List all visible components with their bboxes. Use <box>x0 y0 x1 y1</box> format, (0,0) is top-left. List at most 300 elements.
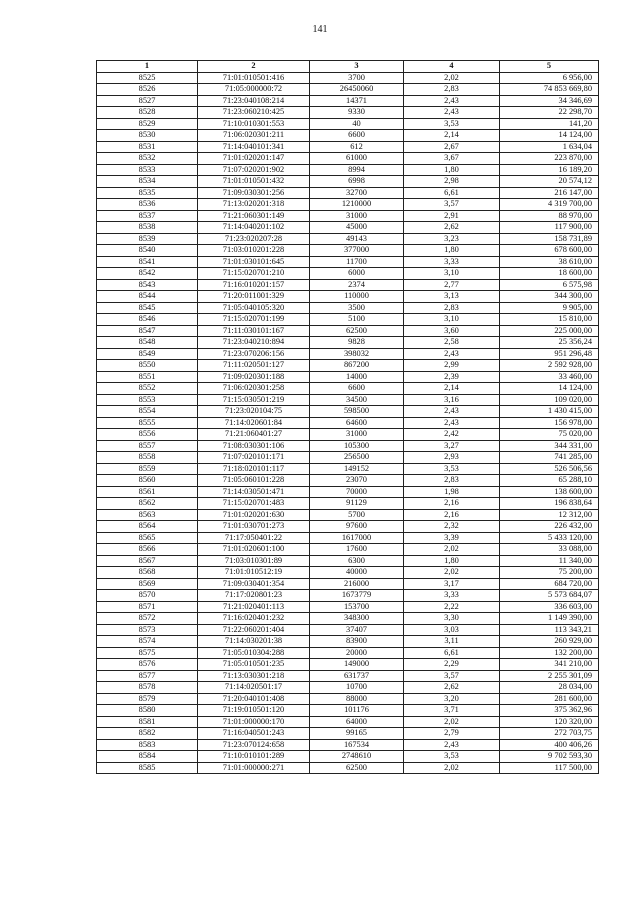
table-cell-col-5: 526 506,56 <box>500 463 599 475</box>
table-cell-col-5: 281 600,00 <box>500 693 599 705</box>
table-cell-col-3: 153700 <box>310 601 404 613</box>
table-cell-col-2: 71:15:030501:219 <box>198 394 310 406</box>
table-cell-col-2: 71:14:040101:341 <box>198 141 310 153</box>
table-cell-col-3: 17600 <box>310 544 404 556</box>
table-row <box>97 199 599 211</box>
table-cell-col-2: 71:15:020701:210 <box>198 268 310 280</box>
table-cell-col-2: 71:11:020501:127 <box>198 360 310 372</box>
table-cell-col-4: 3,13 <box>404 291 500 303</box>
table-cell-col-1: 8557 <box>97 440 198 452</box>
table-cell-col-1: 8543 <box>97 279 198 291</box>
table-cell-col-4: 2,43 <box>404 95 500 107</box>
table-cell-col-3: 70000 <box>310 486 404 498</box>
table-cell-col-5: 14 124,00 <box>500 383 599 395</box>
table-cell-col-3: 105300 <box>310 440 404 452</box>
table-cell-col-1: 8552 <box>97 383 198 395</box>
table-row <box>97 590 599 602</box>
table-cell-col-3: 9330 <box>310 107 404 119</box>
table-row <box>97 291 599 303</box>
table-cell-col-3: 14000 <box>310 371 404 383</box>
table-cell-col-3: 216000 <box>310 578 404 590</box>
table-row <box>97 521 599 533</box>
table-cell-col-3: 3500 <box>310 302 404 314</box>
table-cell-col-4: 2,79 <box>404 728 500 740</box>
table-cell-col-2: 71:01:020201:147 <box>198 153 310 165</box>
table-cell-col-3: 101176 <box>310 705 404 717</box>
table-cell-col-3: 37407 <box>310 624 404 636</box>
table-cell-col-1: 8526 <box>97 84 198 96</box>
table-cell-col-5: 15 810,00 <box>500 314 599 326</box>
table-cell-col-2: 71:05:010304:288 <box>198 647 310 659</box>
table-cell-col-1: 8570 <box>97 590 198 602</box>
table-cell-col-1: 8545 <box>97 302 198 314</box>
table-cell-col-1: 8561 <box>97 486 198 498</box>
table-cell-col-1: 8565 <box>97 532 198 544</box>
table-cell-col-5: 375 362,96 <box>500 705 599 717</box>
table-cell-col-5: 117 500,00 <box>500 762 599 774</box>
table-cell-col-1: 8559 <box>97 463 198 475</box>
table-cell-col-3: 99165 <box>310 728 404 740</box>
table-cell-col-5: 344 300,00 <box>500 291 599 303</box>
table-cell-col-1: 8539 <box>97 233 198 245</box>
data-table <box>96 60 599 774</box>
table-cell-col-1: 8529 <box>97 118 198 130</box>
table-cell-col-1: 8530 <box>97 130 198 142</box>
table-cell-col-5: 88 970,00 <box>500 210 599 222</box>
table-cell-col-2: 71:01:010501:416 <box>198 72 310 84</box>
page-number: 141 <box>312 24 328 35</box>
table-row <box>97 601 599 613</box>
table-cell-col-5: 20 574,12 <box>500 176 599 188</box>
table-cell-col-1: 8582 <box>97 728 198 740</box>
table-cell-col-1: 8540 <box>97 245 198 257</box>
table-cell-col-4: 2,77 <box>404 279 500 291</box>
table-cell-col-5: 5 433 120,00 <box>500 532 599 544</box>
table-row <box>97 555 599 567</box>
table-cell-col-4: 3,53 <box>404 118 500 130</box>
table-row <box>97 72 599 84</box>
table-cell-col-4: 2,62 <box>404 222 500 234</box>
table-cell-col-4: 3,23 <box>404 233 500 245</box>
table-cell-col-4: 6,61 <box>404 647 500 659</box>
table-cell-col-5: 16 189,20 <box>500 164 599 176</box>
table-cell-col-5: 120 320,00 <box>500 716 599 728</box>
table-cell-col-5: 33 460,00 <box>500 371 599 383</box>
table-row <box>97 279 599 291</box>
table-cell-col-2: 71:03:010301:89 <box>198 555 310 567</box>
table-row <box>97 84 599 96</box>
table-cell-col-4: 3,57 <box>404 199 500 211</box>
table-cell-col-2: 71:09:030301:256 <box>198 187 310 199</box>
table-cell-col-3: 598500 <box>310 406 404 418</box>
table-cell-col-1: 8531 <box>97 141 198 153</box>
table-cell-col-3: 631737 <box>310 670 404 682</box>
table-cell-col-2: 71:20:011001:329 <box>198 291 310 303</box>
table-row <box>97 544 599 556</box>
table-cell-col-3: 91129 <box>310 498 404 510</box>
table-header <box>97 61 599 73</box>
table-cell-col-4: 1,80 <box>404 555 500 567</box>
table-cell-col-1: 8560 <box>97 475 198 487</box>
table-cell-col-2: 71:08:030301:106 <box>198 440 310 452</box>
table-cell-col-4: 2,16 <box>404 509 500 521</box>
table-row <box>97 486 599 498</box>
table-row <box>97 95 599 107</box>
table-cell-col-5: 223 870,00 <box>500 153 599 165</box>
table-cell-col-2: 71:13:020201:318 <box>198 199 310 211</box>
table-cell-col-3: 167534 <box>310 739 404 751</box>
table-cell-col-4: 2,29 <box>404 659 500 671</box>
table-cell-col-1: 8542 <box>97 268 198 280</box>
table-cell-col-4: 3,57 <box>404 670 500 682</box>
table-cell-col-1: 8554 <box>97 406 198 418</box>
table-cell-col-2: 71:22:060201:404 <box>198 624 310 636</box>
header-row <box>97 61 599 73</box>
column-header-2: 2 <box>198 61 310 73</box>
table-cell-col-3: 6600 <box>310 130 404 142</box>
table-cell-col-5: 1 430 415,00 <box>500 406 599 418</box>
table-cell-col-2: 71:06:020301:211 <box>198 130 310 142</box>
table-row <box>97 682 599 694</box>
table-cell-col-5: 14 124,00 <box>500 130 599 142</box>
table-cell-col-3: 45000 <box>310 222 404 234</box>
table-cell-col-4: 2,99 <box>404 360 500 372</box>
table-row <box>97 751 599 763</box>
table-cell-col-2: 71:16:010201:157 <box>198 279 310 291</box>
table-cell-col-1: 8580 <box>97 705 198 717</box>
table-cell-col-1: 8538 <box>97 222 198 234</box>
table-cell-col-5: 336 603,00 <box>500 601 599 613</box>
table-cell-col-5: 5 573 684,07 <box>500 590 599 602</box>
table-cell-col-4: 3,60 <box>404 325 500 337</box>
table-cell-col-3: 3700 <box>310 72 404 84</box>
table-cell-col-3: 9828 <box>310 337 404 349</box>
table-row <box>97 153 599 165</box>
table-cell-col-2: 71:15:020701:483 <box>198 498 310 510</box>
table-cell-col-4: 2,83 <box>404 302 500 314</box>
table-cell-col-2: 71:07:020101:171 <box>198 452 310 464</box>
table-cell-col-3: 5100 <box>310 314 404 326</box>
table-cell-col-1: 8553 <box>97 394 198 406</box>
table-cell-col-5: 344 331,00 <box>500 440 599 452</box>
table-row <box>97 256 599 268</box>
table-row <box>97 636 599 648</box>
table-cell-col-4: 2,43 <box>404 739 500 751</box>
table-row <box>97 463 599 475</box>
table-cell-col-4: 2,62 <box>404 682 500 694</box>
table-cell-col-3: 1617000 <box>310 532 404 544</box>
table-row <box>97 406 599 418</box>
table-cell-col-2: 71:14:040201:102 <box>198 222 310 234</box>
table-cell-col-3: 26450060 <box>310 84 404 96</box>
table-cell-col-1: 8534 <box>97 176 198 188</box>
table-cell-col-5: 18 600,00 <box>500 268 599 280</box>
table-cell-col-1: 8550 <box>97 360 198 372</box>
table-cell-col-5: 33 088,00 <box>500 544 599 556</box>
table-cell-col-3: 867200 <box>310 360 404 372</box>
table-cell-col-4: 3,20 <box>404 693 500 705</box>
table-cell-col-4: 2,43 <box>404 406 500 418</box>
table-cell-col-2: 71:21:060401:27 <box>198 429 310 441</box>
table-cell-col-5: 158 731,89 <box>500 233 599 245</box>
table-cell-col-4: 2,02 <box>404 544 500 556</box>
table-cell-col-2: 71:01:020601:100 <box>198 544 310 556</box>
table-cell-col-5: 400 406,26 <box>500 739 599 751</box>
table-body <box>97 72 599 774</box>
table-cell-col-3: 6998 <box>310 176 404 188</box>
table-row <box>97 107 599 119</box>
column-header-1: 1 <box>97 61 198 73</box>
table-row <box>97 118 599 130</box>
table-cell-col-1: 8567 <box>97 555 198 567</box>
table-cell-col-1: 8547 <box>97 325 198 337</box>
table-cell-col-3: 110000 <box>310 291 404 303</box>
table-cell-col-1: 8566 <box>97 544 198 556</box>
table-row <box>97 176 599 188</box>
table-cell-col-2: 71:23:020104:75 <box>198 406 310 418</box>
table-row <box>97 705 599 717</box>
table-row <box>97 360 599 372</box>
table-cell-col-2: 71:03:010201:228 <box>198 245 310 257</box>
table-row <box>97 509 599 521</box>
table-cell-col-2: 71:15:020701:199 <box>198 314 310 326</box>
table-cell-col-2: 71:09:020301:188 <box>198 371 310 383</box>
table-cell-col-5: 75 020,00 <box>500 429 599 441</box>
table-cell-col-3: 62500 <box>310 762 404 774</box>
table-cell-col-4: 3,53 <box>404 463 500 475</box>
table-cell-col-3: 1210000 <box>310 199 404 211</box>
table-cell-col-5: 156 978,00 <box>500 417 599 429</box>
table-cell-col-2: 71:05:040105:320 <box>198 302 310 314</box>
table-cell-col-5: 225 000,00 <box>500 325 599 337</box>
table-row <box>97 498 599 510</box>
table-cell-col-5: 6 575,98 <box>500 279 599 291</box>
table-cell-col-2: 71:01:030101:645 <box>198 256 310 268</box>
table-cell-col-4: 2,39 <box>404 371 500 383</box>
table-cell-col-2: 71:10:010101:289 <box>198 751 310 763</box>
table-row <box>97 164 599 176</box>
table-row <box>97 210 599 222</box>
table-cell-col-3: 83900 <box>310 636 404 648</box>
table-cell-col-4: 3,10 <box>404 268 500 280</box>
table-cell-col-2: 71:01:000000:271 <box>198 762 310 774</box>
table-cell-col-4: 2,98 <box>404 176 500 188</box>
table-cell-col-2: 71:09:030401:354 <box>198 578 310 590</box>
table-row <box>97 613 599 625</box>
table-row <box>97 371 599 383</box>
table-cell-col-3: 377000 <box>310 245 404 257</box>
table-cell-col-2: 71:18:020101:117 <box>198 463 310 475</box>
table-cell-col-4: 2,02 <box>404 72 500 84</box>
table-cell-col-4: 2,83 <box>404 84 500 96</box>
table-cell-col-3: 348300 <box>310 613 404 625</box>
table-cell-col-5: 22 298,70 <box>500 107 599 119</box>
table-cell-col-3: 40 <box>310 118 404 130</box>
table-cell-col-2: 71:05:000000:72 <box>198 84 310 96</box>
table-cell-col-3: 14371 <box>310 95 404 107</box>
table-cell-col-5: 2 255 301,09 <box>500 670 599 682</box>
table-cell-col-1: 8556 <box>97 429 198 441</box>
table-cell-col-3: 49143 <box>310 233 404 245</box>
table-cell-col-5: 196 838,64 <box>500 498 599 510</box>
table-row <box>97 440 599 452</box>
table-cell-col-4: 2,22 <box>404 601 500 613</box>
table-cell-col-1: 8558 <box>97 452 198 464</box>
table-cell-col-2: 71:23:020207:28 <box>198 233 310 245</box>
table-cell-col-5: 138 600,00 <box>500 486 599 498</box>
table-cell-col-2: 71:23:040210:894 <box>198 337 310 349</box>
table-row <box>97 187 599 199</box>
table-row <box>97 337 599 349</box>
table-cell-col-2: 71:23:070206:156 <box>198 348 310 360</box>
table-cell-col-2: 71:11:030101:167 <box>198 325 310 337</box>
table-cell-col-4: 2,32 <box>404 521 500 533</box>
table-cell-col-3: 23070 <box>310 475 404 487</box>
table-cell-col-1: 8536 <box>97 199 198 211</box>
table-cell-col-1: 8544 <box>97 291 198 303</box>
table-cell-col-1: 8572 <box>97 613 198 625</box>
table-cell-col-5: 109 020,00 <box>500 394 599 406</box>
table-row <box>97 567 599 579</box>
table-cell-col-5: 25 356,24 <box>500 337 599 349</box>
table-cell-col-3: 6300 <box>310 555 404 567</box>
table-row <box>97 383 599 395</box>
table-row <box>97 762 599 774</box>
table-cell-col-2: 71:16:040501:243 <box>198 728 310 740</box>
table-cell-col-5: 951 296,48 <box>500 348 599 360</box>
table-row <box>97 222 599 234</box>
table-cell-col-5: 678 600,00 <box>500 245 599 257</box>
table-row <box>97 475 599 487</box>
table-cell-col-1: 8537 <box>97 210 198 222</box>
table-cell-col-1: 8568 <box>97 567 198 579</box>
table-cell-col-4: 3,27 <box>404 440 500 452</box>
table-cell-col-1: 8569 <box>97 578 198 590</box>
table-cell-col-2: 71:16:020401:232 <box>198 613 310 625</box>
table-cell-col-2: 71:01:010501:432 <box>198 176 310 188</box>
table-row <box>97 233 599 245</box>
table-cell-col-2: 71:06:020301:258 <box>198 383 310 395</box>
table-cell-col-4: 2,02 <box>404 567 500 579</box>
table-cell-col-4: 2,91 <box>404 210 500 222</box>
table-cell-col-5: 9 905,00 <box>500 302 599 314</box>
column-header-3: 3 <box>310 61 404 73</box>
table-cell-col-5: 341 210,00 <box>500 659 599 671</box>
table-cell-col-1: 8577 <box>97 670 198 682</box>
table-row <box>97 245 599 257</box>
table-cell-col-3: 31000 <box>310 429 404 441</box>
table-cell-col-4: 2,93 <box>404 452 500 464</box>
table-cell-col-2: 71:13:030301:218 <box>198 670 310 682</box>
table-cell-col-2: 71:17:020801:23 <box>198 590 310 602</box>
table-cell-col-4: 2,43 <box>404 417 500 429</box>
table-cell-col-2: 71:23:060210:425 <box>198 107 310 119</box>
table-cell-col-2: 71:20:040101:408 <box>198 693 310 705</box>
table-cell-col-1: 8573 <box>97 624 198 636</box>
table-cell-col-3: 149000 <box>310 659 404 671</box>
table-cell-col-2: 71:23:070124:658 <box>198 739 310 751</box>
table-cell-col-4: 2,67 <box>404 141 500 153</box>
table-cell-col-1: 8533 <box>97 164 198 176</box>
table-cell-col-4: 3,16 <box>404 394 500 406</box>
table-cell-col-5: 132 200,00 <box>500 647 599 659</box>
table-cell-col-4: 6,61 <box>404 187 500 199</box>
table-cell-col-4: 2,43 <box>404 348 500 360</box>
table-row <box>97 728 599 740</box>
table-cell-col-3: 5700 <box>310 509 404 521</box>
table-cell-col-3: 1673779 <box>310 590 404 602</box>
table-cell-col-1: 8525 <box>97 72 198 84</box>
table-cell-col-3: 64000 <box>310 716 404 728</box>
table-cell-col-5: 65 288,10 <box>500 475 599 487</box>
table-cell-col-5: 117 900,00 <box>500 222 599 234</box>
table-cell-col-2: 71:01:000000:170 <box>198 716 310 728</box>
table-row <box>97 417 599 429</box>
table-cell-col-3: 398032 <box>310 348 404 360</box>
table-cell-col-1: 8562 <box>97 498 198 510</box>
table-cell-col-5: 28 034,00 <box>500 682 599 694</box>
table-row <box>97 394 599 406</box>
table-cell-col-4: 3,71 <box>404 705 500 717</box>
table-cell-col-3: 2374 <box>310 279 404 291</box>
table-cell-col-2: 71:17:050401:22 <box>198 532 310 544</box>
table-cell-col-4: 2,16 <box>404 498 500 510</box>
table-row <box>97 348 599 360</box>
table-cell-col-1: 8548 <box>97 337 198 349</box>
table-cell-col-4: 3,33 <box>404 256 500 268</box>
table-cell-col-3: 62500 <box>310 325 404 337</box>
table-cell-col-4: 3,17 <box>404 578 500 590</box>
table-cell-col-2: 71:21:020401:113 <box>198 601 310 613</box>
table-row <box>97 325 599 337</box>
table-cell-col-5: 216 147,00 <box>500 187 599 199</box>
table-cell-col-2: 71:01:010512:19 <box>198 567 310 579</box>
table-cell-col-1: 8579 <box>97 693 198 705</box>
table-row <box>97 314 599 326</box>
table-cell-col-1: 8564 <box>97 521 198 533</box>
table-cell-col-4: 1,80 <box>404 245 500 257</box>
table-cell-col-5: 260 929,00 <box>500 636 599 648</box>
table-cell-col-5: 741 285,00 <box>500 452 599 464</box>
table-cell-col-2: 71:19:010501:120 <box>198 705 310 717</box>
table-cell-col-3: 10700 <box>310 682 404 694</box>
table-cell-col-2: 71:05:010501:235 <box>198 659 310 671</box>
table-cell-col-3: 61000 <box>310 153 404 165</box>
table-row <box>97 659 599 671</box>
table-cell-col-4: 3,67 <box>404 153 500 165</box>
table-cell-col-3: 6600 <box>310 383 404 395</box>
table-row <box>97 141 599 153</box>
table-row <box>97 302 599 314</box>
table-cell-col-5: 684 720,00 <box>500 578 599 590</box>
table-cell-col-4: 3,10 <box>404 314 500 326</box>
table-row <box>97 532 599 544</box>
table-cell-col-5: 9 702 593,30 <box>500 751 599 763</box>
table-cell-col-2: 71:23:040108:214 <box>198 95 310 107</box>
table-cell-col-5: 6 956,00 <box>500 72 599 84</box>
table-cell-col-3: 20000 <box>310 647 404 659</box>
table-cell-col-5: 141,20 <box>500 118 599 130</box>
table-cell-col-1: 8575 <box>97 647 198 659</box>
table-cell-col-3: 88000 <box>310 693 404 705</box>
table-cell-col-1: 8528 <box>97 107 198 119</box>
table-cell-col-4: 2,14 <box>404 130 500 142</box>
table-cell-col-4: 3,39 <box>404 532 500 544</box>
table-cell-col-2: 71:14:030201:38 <box>198 636 310 648</box>
table-cell-col-5: 113 343,21 <box>500 624 599 636</box>
table-cell-col-1: 8574 <box>97 636 198 648</box>
table-cell-col-3: 97600 <box>310 521 404 533</box>
